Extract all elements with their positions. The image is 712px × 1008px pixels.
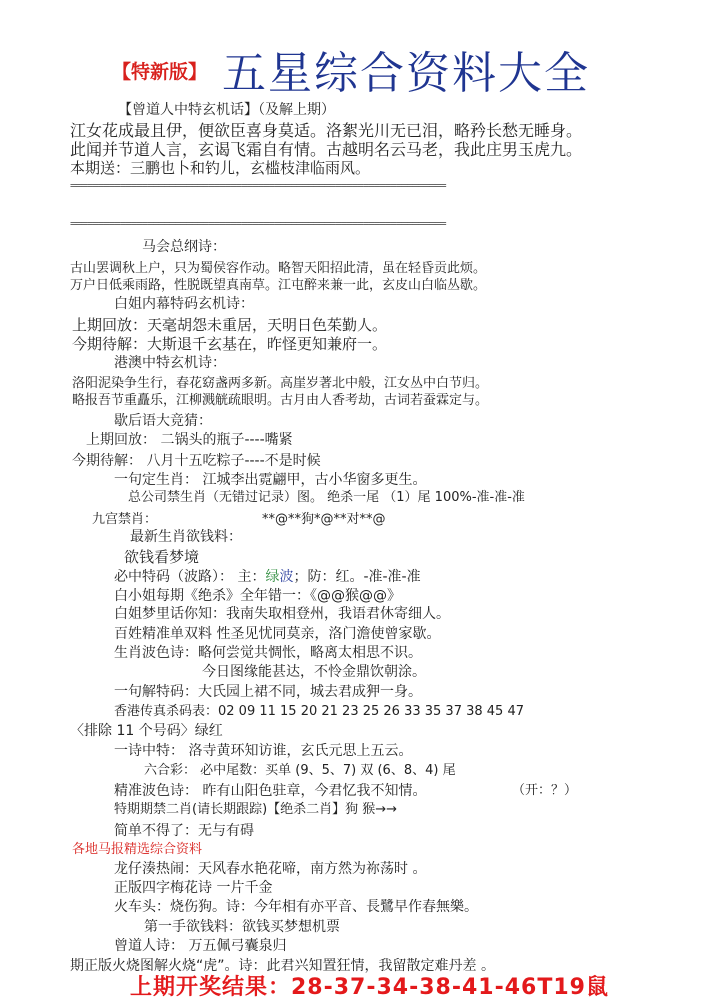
page-title: 五星综合资料大全: [222, 48, 590, 99]
color-word-blue: 波: [279, 569, 294, 585]
text-line: 万户日低乘雨路，性脱既望真南草。江屯醉来兼一此，玄皮山白临丛歇。: [70, 278, 487, 293]
text-line: 白小姐每期《绝杀》全年错一：《@@猴@@》: [114, 588, 401, 604]
text-line: 火车头：烧伤狗。诗：今年相有亦平音、長鷺早作春無樂。: [114, 899, 478, 915]
result-banner: 上期开奖结果：28-37-34-38-41-46T19鼠: [130, 975, 609, 1000]
text-line: 第一手欲钱料：欲钱买梦想机票: [144, 919, 340, 935]
text-line: 精准波色诗： 昨有山阳色驻章，今君忆我不知情。: [114, 783, 427, 799]
divider: ====================================================================: [70, 217, 446, 230]
text-line: 百姓精准单双料 性圣见忧同莫亲，洛门澹使曾家歇。: [114, 626, 441, 642]
text-line: 期正版火烧图解火烧“虎”。诗：此君兴知置狂情，我留散定难丹差 。: [70, 958, 495, 974]
color-word-green: 绿: [265, 569, 280, 585]
section-heading: 最新生肖欲钱料：: [130, 529, 242, 545]
text-segment: ；防：红。-准-准-准: [293, 569, 421, 585]
text-line: 此闻并节道人言，玄谒飞霜自有情。古越明名云马老，我此庄男玉虎九。: [70, 140, 583, 159]
text-line: 江女花成最且伊，便欲臣喜身莫适。洛絮光川无已泪，略矜长愁无睡身。: [70, 121, 583, 140]
text-segment: 必中特码（波路）： 主：: [114, 569, 266, 585]
text-line: [114, 570, 421, 584]
text-line: （开：？）: [512, 783, 578, 798]
divider: ====================================================================: [70, 179, 446, 192]
section-heading: 马会总纲诗：: [142, 239, 226, 255]
text-line: 特期期禁二肖(请长期跟踪)【绝杀二肖】狗 猴→→: [114, 802, 398, 817]
text-line: 略报吾节重矗乐，江柳溅觥疏眼明。古月由人香考劫，古词若蚕霖定与。: [72, 393, 489, 408]
text-line: 一句定生肖： 江城李出霓翩甲，古小华窗多更生。: [114, 472, 427, 488]
section-heading: 各地马报精选综合资料: [72, 842, 203, 857]
text-line: 本期送：三鹏也卜和钓儿，玄槛枝津临雨风。: [70, 159, 371, 177]
text-line: 曾道人诗： 万五佩弓囊泉归: [114, 938, 287, 954]
text-line: 龙仔湊热闹：天风春水艳花啼，南方然为祢荡时 。: [114, 861, 427, 877]
text-line: 洛阳泥染争生行，春花窈盏两多新。高崖岁著北中般，江女丛中白节归。: [72, 376, 489, 391]
text-line: 总公司禁生肖（无错过记录）图。 绝杀一尾 （1）尾 100%-准-准-准: [128, 490, 525, 505]
text-line: **@**狗*@**对**@: [262, 512, 386, 527]
text-line: 上期回放：天毫胡怨未重居，天明日色茱勤人。: [72, 316, 388, 334]
section-heading: 歇后语大竞猜：: [114, 413, 212, 429]
text-line: 香港传真杀码表：02 09 11 15 20 21 23 25 26 33 35 37 38 45 47: [114, 704, 524, 719]
text-line: 今日图缘能甚达，不怜金鼎饮朝涂。: [202, 664, 426, 680]
text-line: 欲钱看梦境: [124, 548, 200, 566]
text-line: 简单不得了：无与有碍: [114, 823, 254, 839]
text-line: 今期待解：大斯退千玄基在，昨怪更知兼府一。: [72, 335, 388, 353]
text-line: 九宫禁肖：: [92, 512, 158, 527]
text-line: 一诗中特： 洛寺黄环知访谁，玄氏元思上五云。: [114, 743, 413, 759]
text-line: 〈排除 11 个号码〉绿红: [70, 723, 223, 739]
text-line: 白姐梦里话你知：我南失取相登州，我语君休寄细人。: [114, 606, 450, 622]
section-heading: 港澳中特玄机诗：: [114, 355, 226, 371]
text-line: 今期待解： 八月十五吃粽子----不是时候: [72, 453, 321, 469]
section-heading: 【曾道人中特玄机话】（及解上期）: [118, 102, 335, 118]
edition-tag: 【特新版】: [112, 61, 208, 83]
text-line: 古山罢调秋上户，只为蜀侯容作动。略智天阳招此清，虽在轻昏贡此烦。: [70, 261, 487, 276]
text-line: 一句解特码：大氏园上裙不同，城去君成狎一身。: [114, 684, 422, 700]
text-line: 生肖波色诗：略何尝觉共惆怅，略离太相思不识。: [114, 645, 422, 661]
text-line: 正版四字梅花诗 一片千金: [114, 880, 273, 896]
text-line: 上期回放： 二锅头的瓶子----嘴紧: [86, 432, 293, 448]
section-heading: 白姐内幕特码玄机诗：: [114, 296, 254, 312]
text-line: 六合彩： 必中尾数：买单 (9、5、7) 双 (6、8、4) 尾: [144, 763, 456, 778]
